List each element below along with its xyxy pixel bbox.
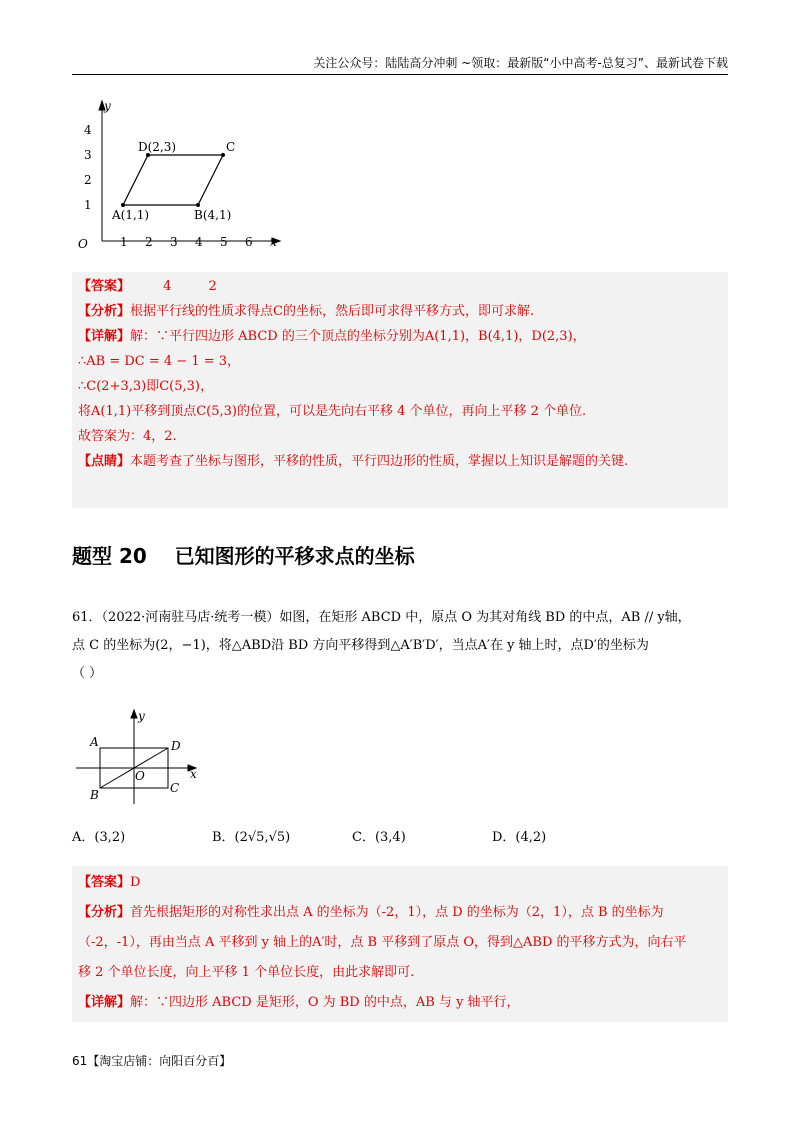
detail-line: 故答案为：4，2.	[78, 429, 177, 444]
analysis-line: 移 2 个单位长度，向上平移 1 个单位长度，由此求解即可.	[78, 965, 415, 980]
analysis-line: （-2，-1），再由当点 A 平移到 y 轴上的A′时，点 B 平移到了原点 O，得到△ABD 的平移方式为，向右平	[78, 935, 687, 950]
point-b-label: B(4,1)	[194, 208, 232, 222]
detail-tag: 【详解】	[78, 329, 131, 344]
detail-tag: 【详解】	[78, 995, 131, 1010]
page-header	[72, 54, 728, 75]
point-d-label: D(2,3)	[138, 140, 177, 154]
comment-tag: 【点睛】	[78, 454, 131, 469]
answer-tag: 【答案】	[78, 279, 131, 294]
question-text	[72, 604, 732, 688]
x-tick: 3	[170, 235, 178, 249]
option-b: B．(2√5,√5)	[212, 830, 291, 845]
label-y: y	[138, 709, 145, 723]
analysis-text: 根据平行线的性质求得点C的坐标，然后即可求得平移方式，即可求解.	[130, 304, 535, 319]
x-tick: 5	[220, 235, 228, 249]
detail-line: 解：∵平行四边形 ABCD 的三个顶点的坐标分别为A(1,1)，B(4,1)，D(2,3)，	[130, 329, 586, 344]
x-tick: 4	[195, 235, 203, 249]
label-c: C	[170, 781, 180, 795]
header-text: 关注公众号：陆陆高分冲刺 ~领取：最新版“小中高考-总复习”、最新试卷下载	[313, 56, 728, 70]
origin-label: O	[78, 237, 88, 251]
rectangle-graph	[76, 706, 206, 806]
detail-line: ∴C(2+3,3)即C(5,3)，	[78, 379, 213, 394]
point-c-label: C	[226, 140, 236, 154]
x-axis-label: x	[270, 235, 277, 249]
y-tick: 2	[84, 173, 92, 187]
detail-line: 将A(1,1)平移到顶点C(5,3)的位置，可以是先向右平移 4 个单位，再向上平移 2 个单位.	[78, 404, 587, 419]
label-o: O	[135, 769, 145, 783]
page-footer	[72, 1052, 231, 1069]
question-line: 61．（2022·河南驻马店·统考一模）如图，在矩形 ABCD 中，原点 O 为其对角线 BD 的中点，AB // y轴，	[72, 610, 691, 625]
parallelogram-shape	[123, 155, 223, 205]
y-tick: 4	[84, 123, 92, 137]
y-axis-label: y	[104, 99, 111, 113]
page-number: 61	[72, 1054, 88, 1068]
x-tick: 1	[120, 235, 128, 249]
analysis-line: 首先根据矩形的对称性求出点 A 的坐标为（-2，1），点 D 的坐标为（2，1），点 B 的坐标为	[130, 905, 664, 920]
label-x: x	[190, 767, 197, 781]
label-d: D	[171, 739, 181, 753]
answer-text: 4 2	[130, 279, 217, 294]
answer-tag: 【答案】	[78, 875, 131, 890]
answer-text: D	[130, 875, 141, 890]
label-a: A	[90, 735, 99, 749]
option-c: C．(3,4)	[352, 830, 406, 845]
question-line: 点 C 的坐标为(2，−1)，将△ABD沿 BD 方向平移得到△A′B′D′，当点A′在 y 轴上时，点D′的坐标为	[72, 638, 649, 653]
point-a-label: A(1,1)	[112, 208, 150, 222]
footer-text: 【淘宝店铺：向阳百分百】	[87, 1054, 232, 1068]
parallelogram-graph	[72, 96, 292, 256]
x-tick: 6	[245, 235, 253, 249]
x-tick: 2	[145, 235, 153, 249]
section-title: 题型 20 已知图形的平移求点的坐标	[72, 544, 415, 568]
comment-text: 本题考查了坐标与图形，平移的性质，平行四边形的性质，掌握以上知识是解题的关键.	[130, 454, 629, 469]
option-d: D．(4,2)	[492, 830, 547, 845]
y-tick: 3	[84, 148, 92, 162]
y-tick: 1	[84, 198, 92, 212]
detail-line: ∴AB = DC = 4 − 1 = 3，	[78, 354, 241, 369]
answer-block-1	[72, 272, 728, 508]
answer-block-2	[72, 866, 728, 1022]
label-b: B	[90, 788, 99, 802]
analysis-tag: 【分析】	[78, 304, 131, 319]
option-a: A．(3,2)	[72, 830, 126, 845]
analysis-tag: 【分析】	[78, 905, 131, 920]
detail-line: 解：∵四边形 ABCD 是矩形，O 为 BD 的中点，AB 与 y 轴平行，	[130, 995, 520, 1010]
question-line: （ ）	[72, 666, 103, 681]
